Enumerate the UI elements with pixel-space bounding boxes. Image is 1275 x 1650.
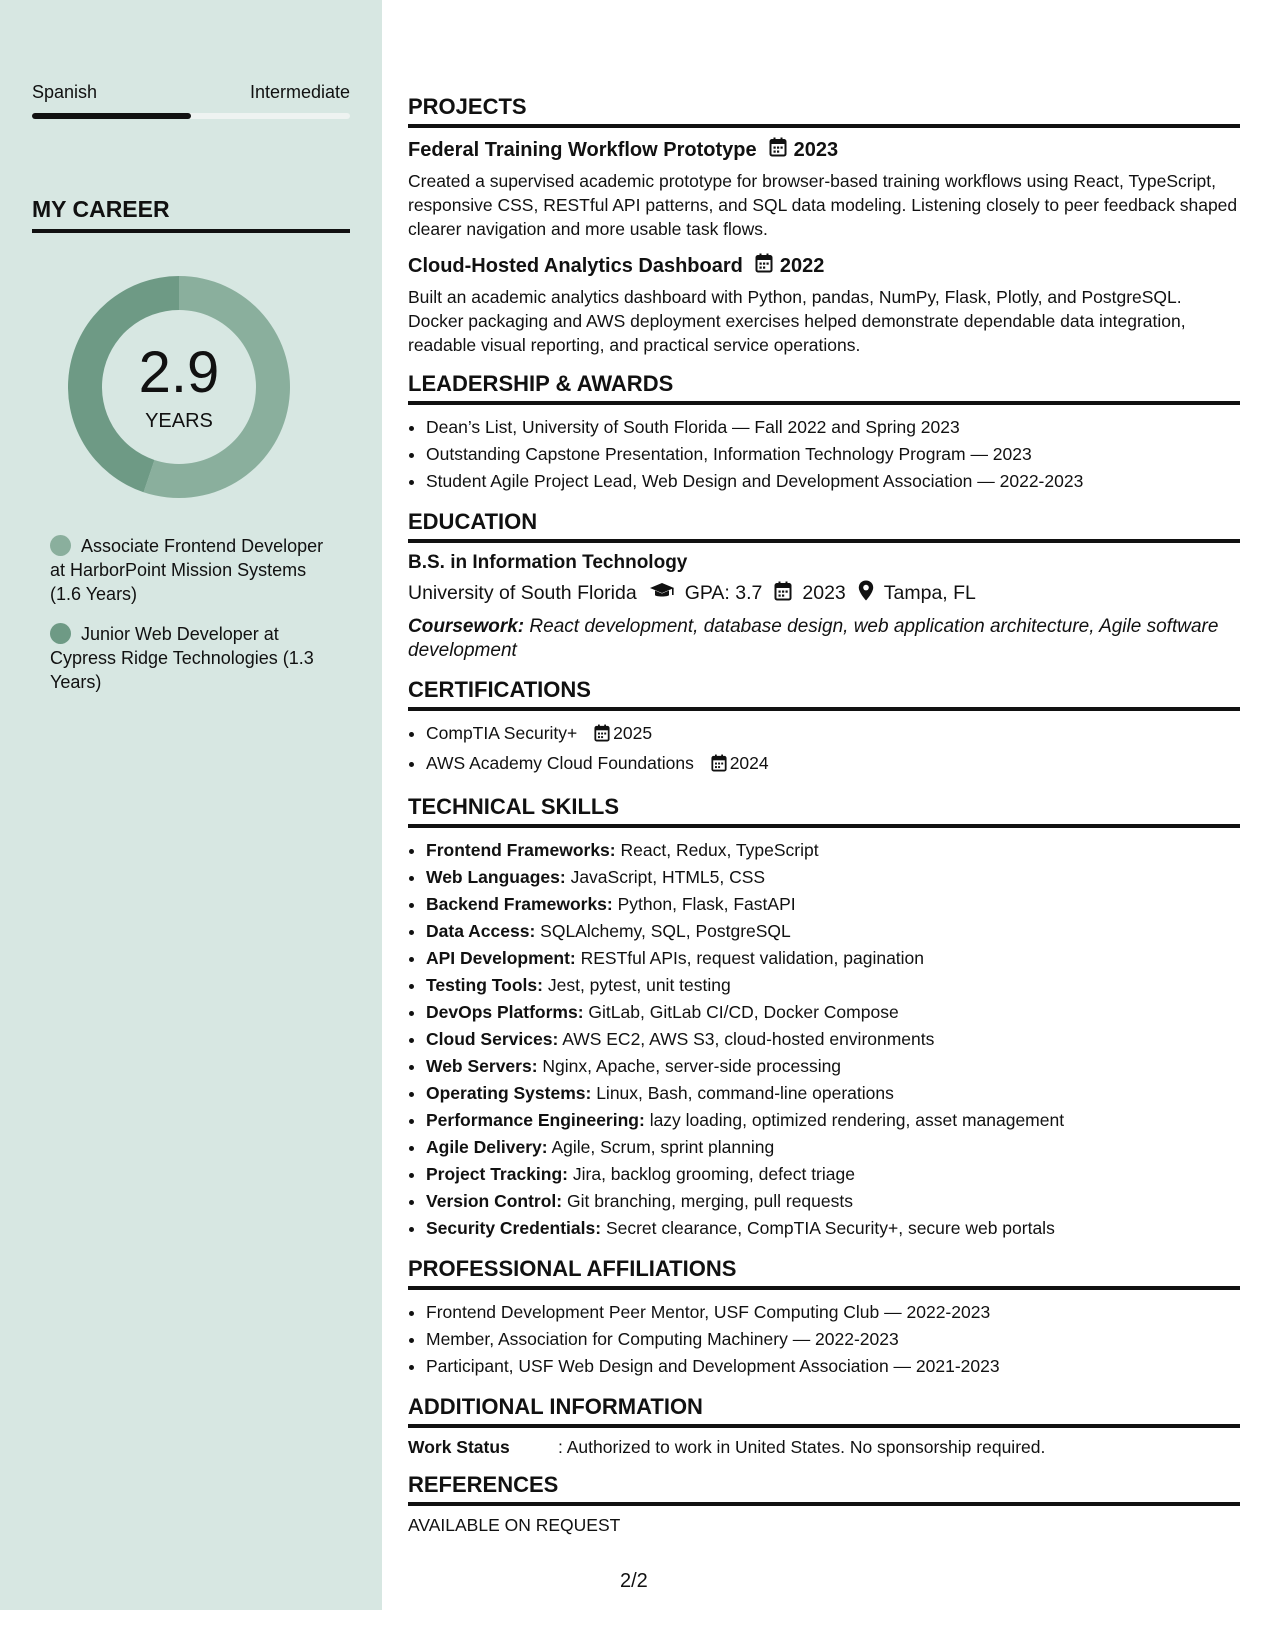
skill-value: AWS EC2, AWS S3, cloud-hosted environments [562, 1029, 935, 1049]
skill-label: Testing Tools: [426, 975, 543, 995]
language-name: Spanish [32, 82, 98, 102]
list-item: • Dean’s List, University of South Florida — Fall 2022 and Spring 2023 [426, 414, 1240, 441]
affiliations-list [408, 1299, 1240, 1380]
graduation-cap-icon [649, 582, 675, 606]
references-text: AVAILABLE ON REQUEST [408, 1515, 621, 1535]
list-item: • Outstanding Capstone Presentation, Information Technology Program — 2023 [426, 441, 1240, 468]
list-item [426, 1026, 1240, 1053]
career-donut [66, 274, 292, 500]
list-item [426, 918, 1240, 945]
calendar-icon [755, 253, 773, 279]
skill-label: DevOps Platforms: [426, 1002, 584, 1022]
calendar-icon [711, 753, 727, 780]
location-pin-icon [858, 580, 874, 607]
education-section [408, 509, 1240, 663]
skill-value: Secret clearance, CompTIA Security+, secure web portals [605, 1218, 1055, 1238]
affiliations-section [408, 1256, 1240, 1380]
career-item [50, 534, 340, 606]
project-description: Created a supervised academic prototype for browser-based training workflows using React, TypeScript, responsive CSS, RESTful API patterns, and SQL data modeling. Listening closely to peer feedback shaped clearer navigation and more usable task flows. [408, 171, 1238, 239]
list-item [426, 999, 1240, 1026]
skill-label: Cloud Services: [426, 1029, 559, 1049]
project-year: 2023 [793, 138, 839, 161]
certifications-list [408, 720, 1240, 780]
skill-value: Jest, pytest, unit testing [547, 975, 731, 995]
list-item [426, 891, 1240, 918]
project-year: 2022 [779, 254, 825, 277]
calendar-icon [774, 581, 792, 607]
career-total-value: 2.9 [138, 340, 220, 405]
list-item [426, 1161, 1240, 1188]
gpa: GPA: 3.7 [684, 582, 763, 604]
cert-year: 2024 [729, 753, 769, 773]
skill-label: Frontend Frameworks: [426, 840, 616, 860]
calendar-icon [769, 137, 787, 163]
skill-label: Project Tracking: [426, 1164, 568, 1184]
projects-section [408, 94, 1240, 357]
list-item: • Frontend Development Peer Mentor, USF Computing Club — 2022-2023 [426, 1299, 1240, 1326]
work-status-row [408, 1437, 1240, 1458]
skill-label: Security Credentials: [426, 1218, 602, 1238]
location: Tampa, FL [883, 582, 976, 604]
education-meta [408, 580, 1240, 607]
list-item [426, 837, 1240, 864]
list-item [426, 1188, 1240, 1215]
career-item [50, 622, 340, 694]
list-item [426, 1053, 1240, 1080]
project-title: Federal Training Workflow Prototype [408, 138, 757, 161]
skill-label: API Development: [426, 948, 576, 968]
additional-heading: ADDITIONAL INFORMATION [408, 1394, 1240, 1428]
language-proficiency-fill [32, 113, 191, 119]
coursework-text: React development, database design, web application architecture, Agile software development [408, 616, 1219, 661]
career-heading: MY CAREER [32, 196, 350, 233]
project-title: Cloud-Hosted Analytics Dashboard [408, 254, 743, 277]
skill-value: Agile, Scrum, sprint planning [551, 1137, 775, 1157]
page-number: 2/2 [620, 1570, 648, 1592]
leadership-section [408, 371, 1240, 495]
skill-value: RESTful APIs, request validation, pagination [580, 948, 925, 968]
list-item [426, 720, 1240, 750]
coursework [408, 615, 1240, 663]
list-item [426, 972, 1240, 999]
list-item [426, 945, 1240, 972]
main-content [408, 94, 1240, 1550]
project-title-row [408, 253, 1240, 279]
education-heading: EDUCATION [408, 509, 1240, 543]
project-title-row [408, 137, 1240, 163]
list-item: • Participant, USF Web Design and Development Association — 2021-2023 [426, 1353, 1240, 1380]
degree: B.S. in Information Technology [408, 552, 688, 573]
school-name: University of South Florida [408, 582, 637, 604]
career-item-text: Junior Web Developer at Cypress Ridge Technologies (1.3 Years) [50, 624, 314, 692]
career-item-text: Associate Frontend Developer at HarborPoint Mission Systems (1.6 Years) [50, 536, 324, 604]
list-item [426, 1134, 1240, 1161]
skill-value: Git branching, merging, pull requests [567, 1191, 853, 1211]
work-status-label: Work Status [408, 1437, 510, 1457]
skill-value: Nginx, Apache, server-side processing [542, 1056, 842, 1076]
leadership-list [408, 414, 1240, 495]
project-description: Built an academic analytics dashboard with Python, pandas, NumPy, Flask, Plotly, and PostgreSQL. Docker packaging and AWS deployment exercises helped demonstrate dependable data integration, readable visual reporting, and practical service operations. [408, 287, 1186, 355]
calendar-icon [594, 723, 610, 750]
language-row [32, 82, 350, 103]
skills-section [408, 794, 1240, 1242]
sidebar [0, 0, 382, 1610]
list-item [426, 864, 1240, 891]
skill-label: Agile Delivery: [426, 1137, 548, 1157]
additional-section [408, 1394, 1240, 1458]
skill-value: lazy loading, optimized rendering, asset management [649, 1110, 1065, 1130]
list-item [426, 1107, 1240, 1134]
work-status-value: : Authorized to work in United States. No sponsorship required. [558, 1437, 1046, 1457]
language-proficiency-bar [32, 113, 350, 119]
list-item [426, 1080, 1240, 1107]
skill-value: Linux, Bash, command-line operations [596, 1083, 894, 1103]
career-legend-dot [50, 623, 71, 644]
cert-name: AWS Academy Cloud Foundations [426, 753, 694, 773]
skills-heading: TECHNICAL SKILLS [408, 794, 1240, 828]
skill-value: Jira, backlog grooming, defect triage [572, 1164, 855, 1184]
skill-value: GitLab, GitLab CI/CD, Docker Compose [588, 1002, 899, 1022]
skill-label: Version Control: [426, 1191, 563, 1211]
skill-value: JavaScript, HTML5, CSS [570, 867, 766, 887]
cert-name: CompTIA Security+ [426, 723, 578, 743]
skill-value: React, Redux, TypeScript [620, 840, 819, 860]
list-item: • Student Agile Project Lead, Web Design and Development Association — 2022-2023 [426, 468, 1240, 495]
skill-value: SQLAlchemy, SQL, PostgreSQL [540, 921, 791, 941]
skill-label: Operating Systems: [426, 1083, 592, 1103]
graduation-year: 2023 [802, 582, 846, 604]
skill-label: Performance Engineering: [426, 1110, 645, 1130]
references-heading: REFERENCES [408, 1472, 1240, 1506]
skill-label: Data Access: [426, 921, 536, 941]
skill-value: Python, Flask, FastAPI [617, 894, 796, 914]
certifications-section [408, 677, 1240, 780]
list-item [426, 750, 1240, 780]
coursework-label: Coursework: [408, 616, 525, 637]
cert-year: 2025 [613, 723, 653, 743]
skills-list [408, 837, 1240, 1242]
language-level: Intermediate [249, 82, 350, 102]
certifications-heading: CERTIFICATIONS [408, 677, 1240, 711]
affiliations-heading: PROFESSIONAL AFFILIATIONS [408, 1256, 1240, 1290]
references-section [408, 1472, 1240, 1536]
skill-label: Web Servers: [426, 1056, 538, 1076]
skill-label: Backend Frameworks: [426, 894, 613, 914]
career-legend-dot [50, 535, 71, 556]
skill-label: Web Languages: [426, 867, 566, 887]
career-total-unit: YEARS [145, 410, 213, 432]
projects-heading: PROJECTS [408, 94, 1240, 128]
list-item: • Member, Association for Computing Machinery — 2022-2023 [426, 1326, 1240, 1353]
list-item [426, 1215, 1240, 1242]
leadership-heading: LEADERSHIP & AWARDS [408, 371, 1240, 405]
